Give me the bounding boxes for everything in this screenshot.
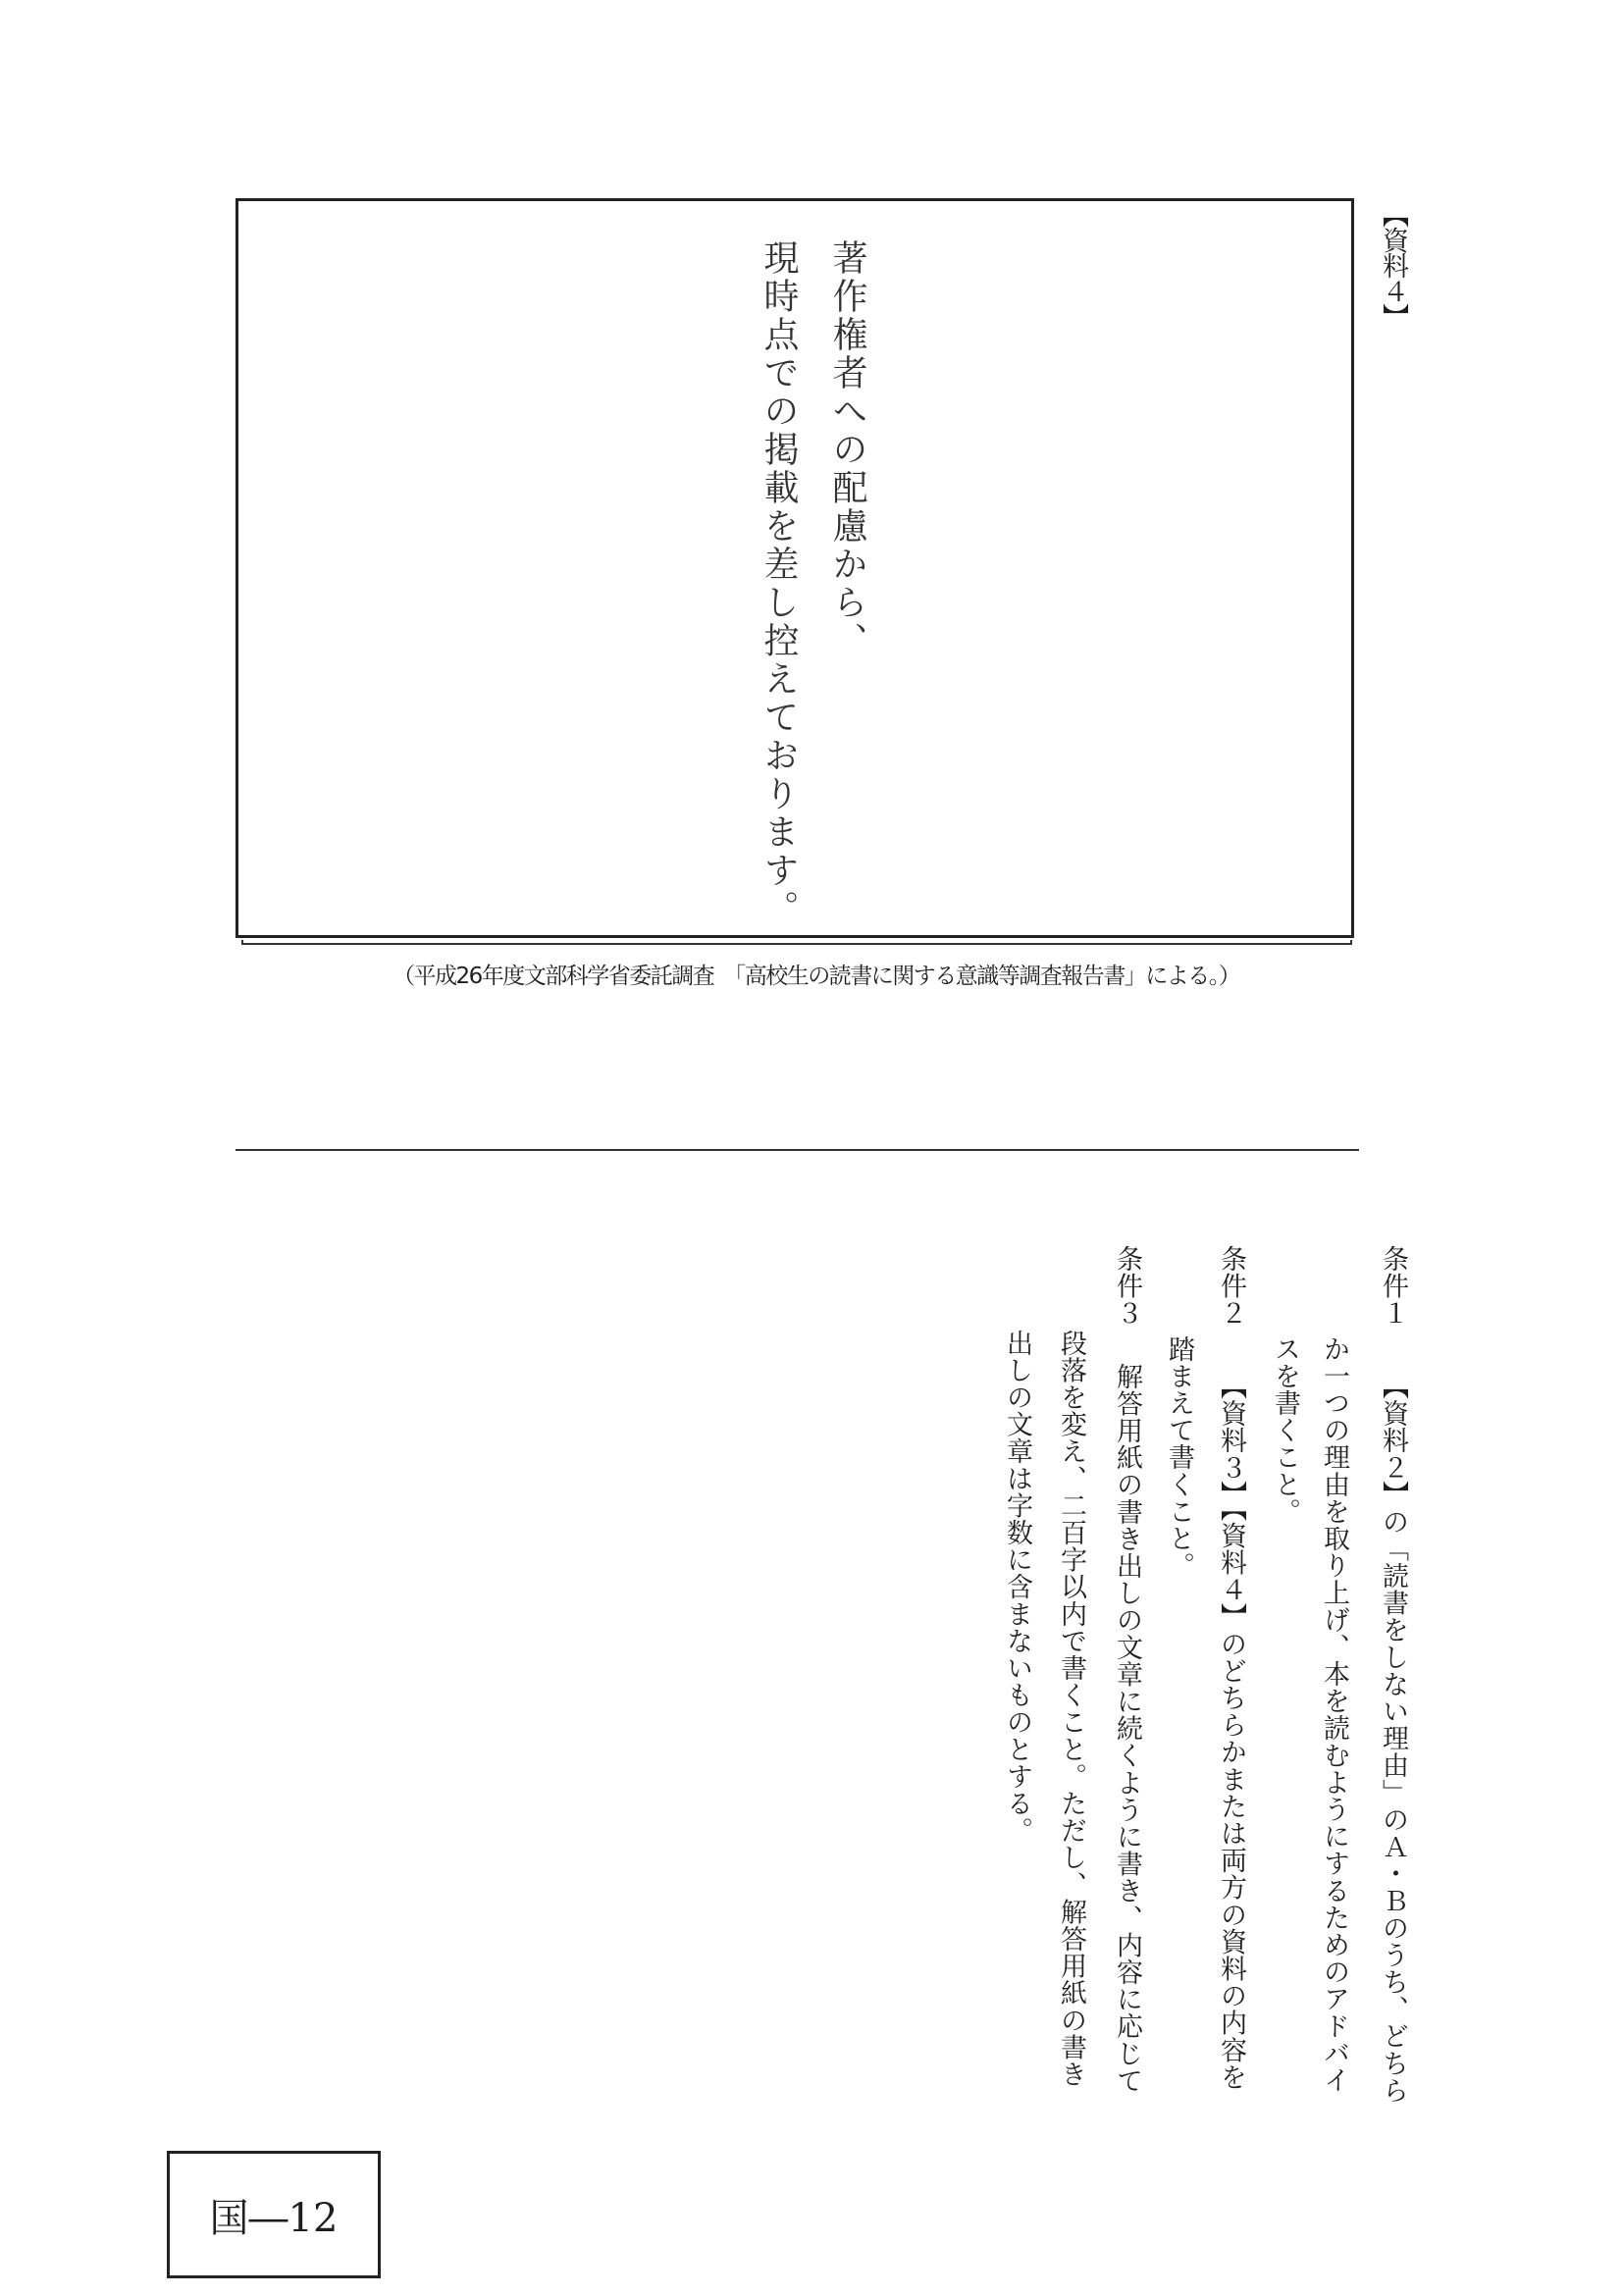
page-number: 国―12 xyxy=(209,2195,339,2241)
condition-2-label: 条件２ xyxy=(1216,1245,1246,1327)
condition-1-line-2: か一つの理由を取り上げ、本を読むようにするためのアドバイ xyxy=(1319,1335,1349,2094)
condition-3-line-2: 段落を変え、二百字以内で書くこと。ただし、解答用紙の書き xyxy=(1056,1330,1086,2088)
copyright-notice-line-2: 現時点での掲載を差し控えております。 xyxy=(759,239,799,928)
condition-3-label: 条件３ xyxy=(1112,1245,1142,1327)
condition-1-label: 条件１ xyxy=(1378,1245,1408,1327)
section-divider xyxy=(236,1149,1359,1151)
copyright-notice-line-1: 著作権者への配慮から、 xyxy=(827,239,867,660)
condition-3-line-1: 解答用紙の書き出しの文章に続くように書き、内容に応じて xyxy=(1112,1363,1142,2095)
condition-2-line-1: 【資料３】【資料４】のどちらかまたは両方の資料の内容を xyxy=(1216,1373,1246,2091)
page-number-box xyxy=(167,2151,381,2278)
material-4-box-shadow xyxy=(241,940,1352,945)
condition-2-line-2: 踏まえて書くこと。 xyxy=(1164,1335,1194,1580)
source-citation: （平成26年度文部科学省委託調査 「高校生の読書に関する意識等調査報告書」による。） xyxy=(393,964,1240,989)
condition-3-line-3: 出しの文章は字数に含まないものとする。 xyxy=(1002,1330,1032,1845)
condition-1-line-3: スを書くこと。 xyxy=(1270,1335,1300,1526)
condition-1-line-1: 【資料２】の「読書をしない理由」のＡ・Ｂのうち、どちら xyxy=(1378,1373,1408,2105)
material-4-label: 【資料４】 xyxy=(1378,201,1408,329)
